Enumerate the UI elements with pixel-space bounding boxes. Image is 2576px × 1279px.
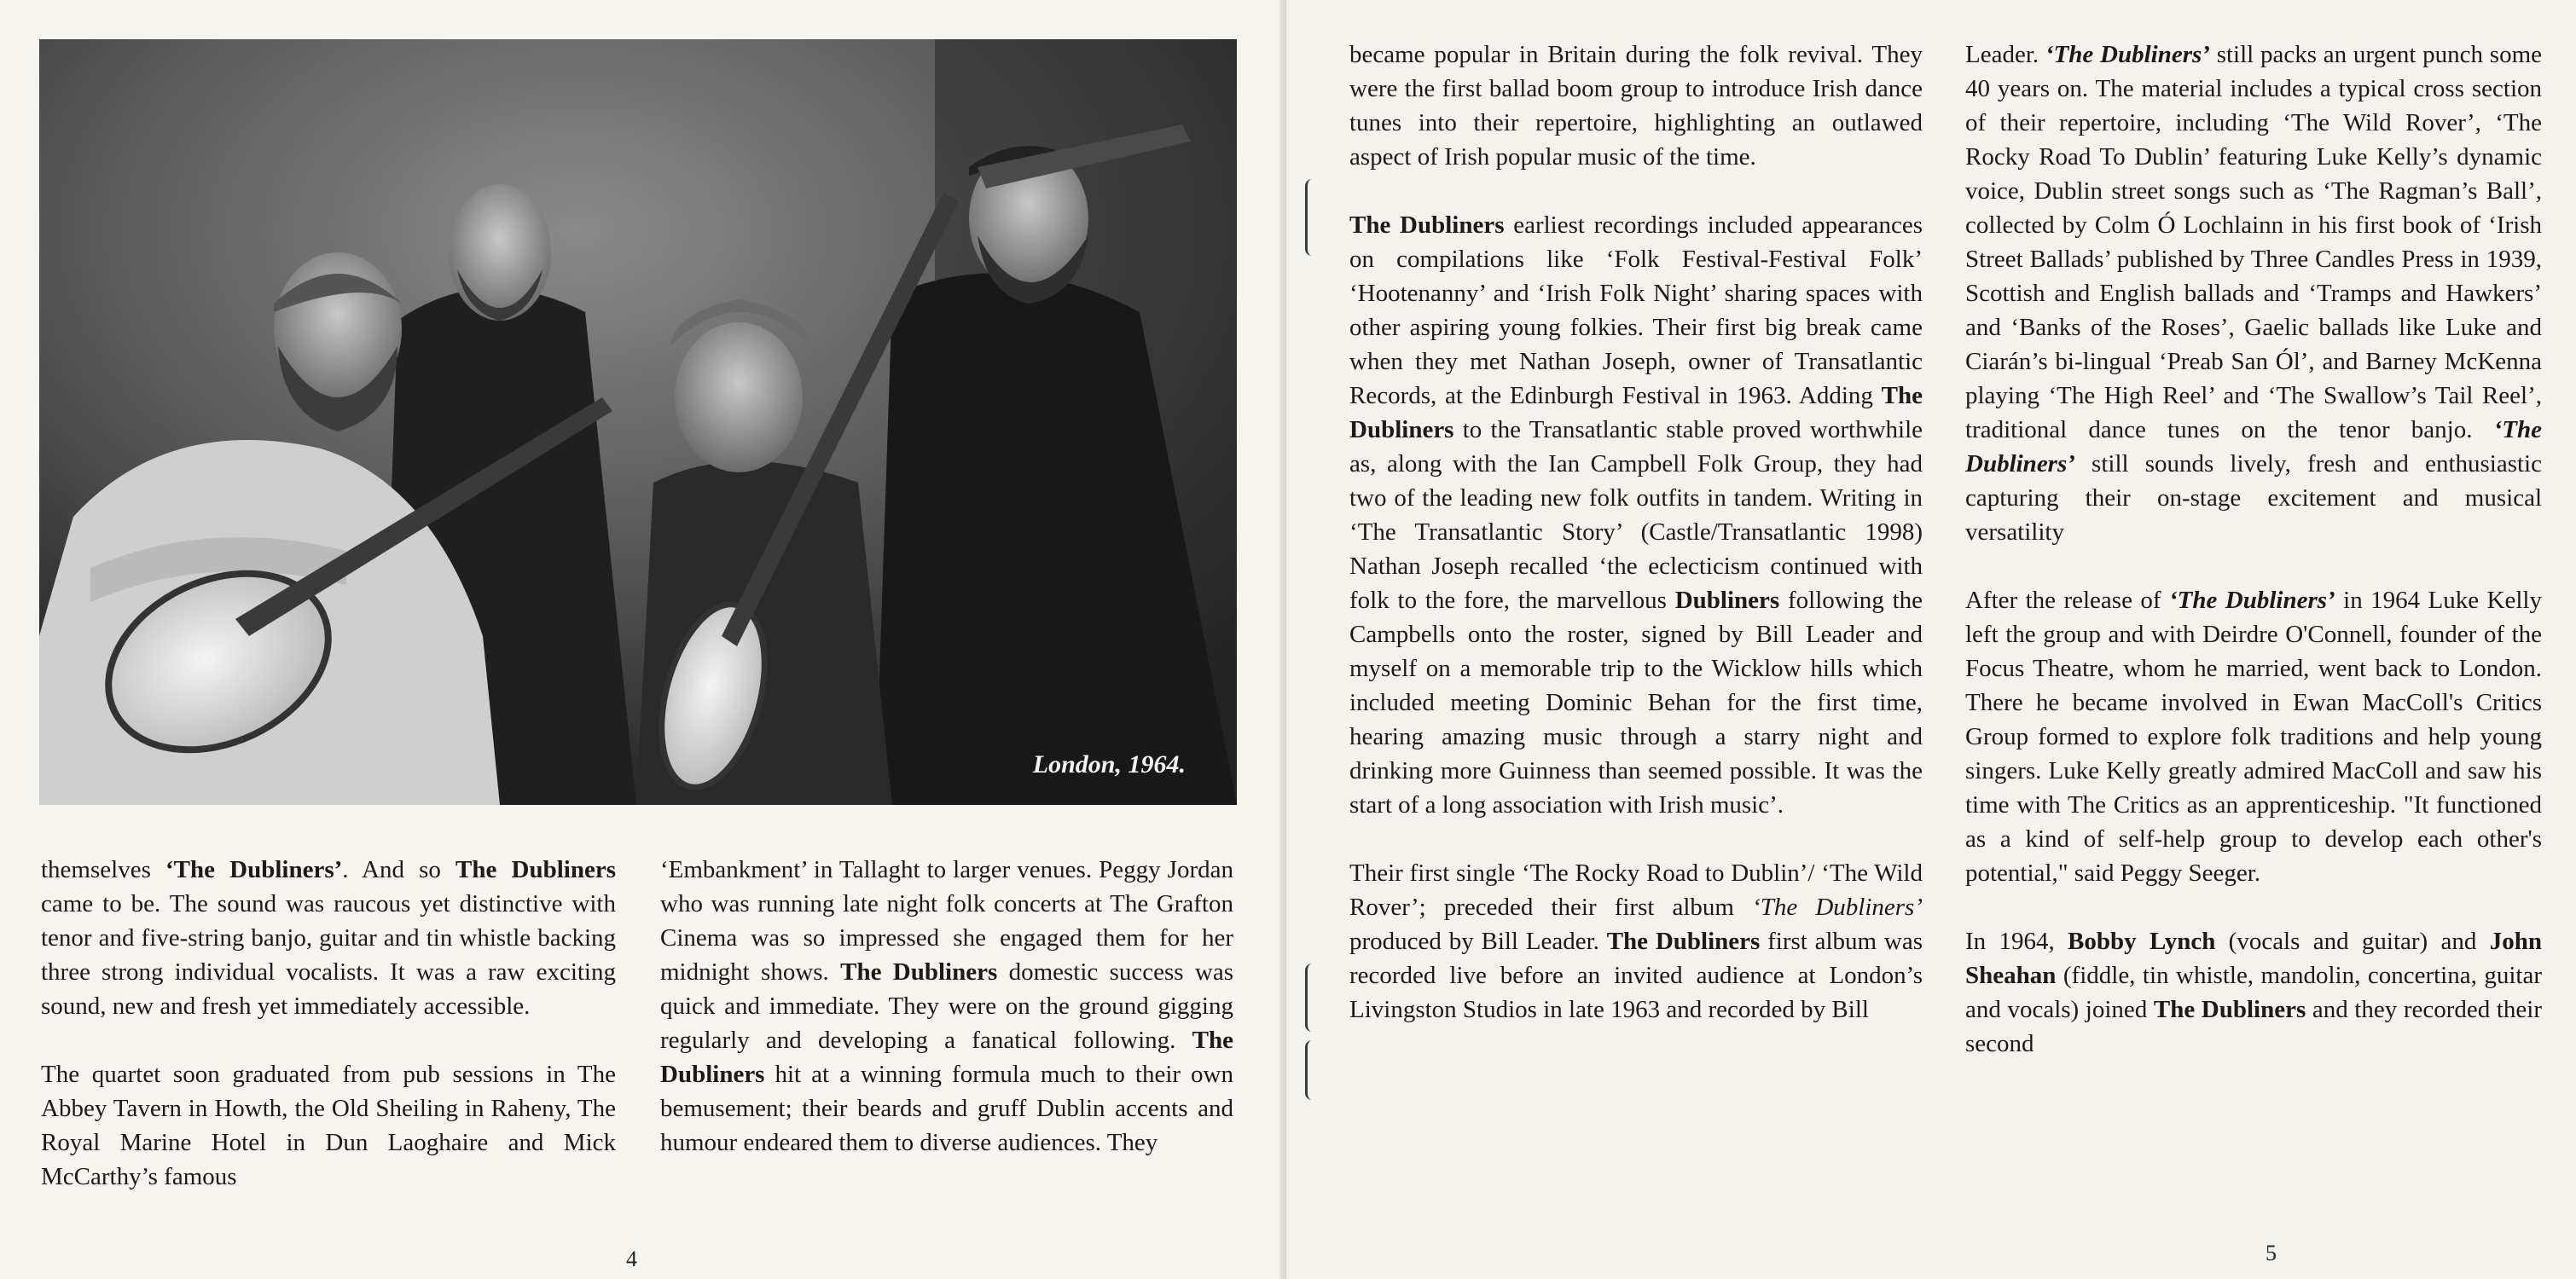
- text-run: Leader.: [1965, 41, 2045, 68]
- text-run: ‘Embankment’ in Tallaght to larger venues. Peggy Jordan who was running late night folk concerts at The Grafton Cinema was so impressed she engaged them for her midnight shows.: [660, 856, 1233, 986]
- right-column-2: [1965, 38, 2542, 1061]
- emphasis-text: The Dubliners: [1606, 928, 1761, 955]
- left-column-2: [660, 853, 1233, 1160]
- paragraph: [1349, 38, 1923, 174]
- paragraph: [1349, 856, 1923, 1027]
- text-run: became popular in Britain during the folk revival. They were the first ballad boom group to introduce Irish dance tunes into their repertoire, highlighting an outlawed aspect of Irish popular music of the time.: [1349, 41, 1923, 171]
- paragraph: [41, 1057, 616, 1194]
- text-run: still sounds lively, fresh and enthusiastic capturing their on-stage excitement and musical versatility: [1965, 450, 2542, 546]
- right-column-1: [1349, 38, 1923, 1027]
- text-run: produced by Bill Leader.: [1349, 928, 1607, 955]
- emphasis-text: ‘The Dubliners’: [165, 856, 343, 883]
- right-page: [1286, 0, 2576, 1279]
- text-run: earliest recordings included appearances on compilations like ‘Folk Festival-Festival Folk’ ‘Hootenanny’ and ‘Irish Folk Night’ sharing spaces with other aspiring young folkies. Their first big break came when they met Nathan Joseph, owner of Transatlantic Records, at the Edinburgh Festival in 1963. Adding: [1349, 211, 1923, 409]
- emphasis-text: The Dubliners: [1349, 211, 1505, 239]
- bracket-mark: [1305, 1040, 1320, 1100]
- emphasis-text: Dubliners: [1674, 587, 1780, 614]
- text-run: Their first single ‘The Rocky Road to Dublin’/ ‘The Wild Rover’; preceded their first album: [1349, 859, 1923, 921]
- photo-caption: London, 1964.: [1032, 750, 1186, 778]
- text-run: still packs an urgent punch some 40 years on. The material includes a typical cross section of their repertoire, including ‘The Wild Rover’, ‘The Rocky Road To Dublin’ featuring Luke Kelly’s dynamic voice, Dublin street songs such as ‘The Ragman’s Ball’, collected by Colm Ó Lochlainn in his first book of ‘Irish Street Ballads’ published by Three Candles Press in 1939, Scottish and English ballads and ‘Tramps and Hawkers’ and ‘Banks of the Roses’, Gaelic ballads like Luke and Ciarán’s bi-lingual ‘Preab San Ól’, and Barney McKenna playing ‘The High Reel’ and ‘The Swallow’s Tail Reel’, traditional dance tunes on the tenor banjo.: [1965, 41, 2542, 443]
- emphasis-text: ‘The Dubliners’: [2168, 587, 2335, 614]
- left-page: [0, 0, 1286, 1279]
- paragraph: [1965, 924, 2542, 1061]
- text-run: came to be. The sound was raucous yet distinctive with tenor and five-string banjo, guitar and tin whistle backing three strong individual vocalists. It was a raw exciting sound, new and fresh yet immediately accessible.: [41, 890, 616, 1020]
- emphasis-text: ‘The Dubliners’: [2045, 41, 2210, 68]
- paragraph: [41, 853, 616, 1023]
- paragraph: [1965, 38, 2542, 549]
- emphasis-text: The Dubliners: [2153, 996, 2306, 1023]
- emphasis-text: The Dubliners: [1349, 382, 1923, 443]
- bracket-mark: [1305, 179, 1320, 256]
- left-column-1: [41, 853, 616, 1194]
- text-run: and they recorded their second: [1965, 996, 2542, 1057]
- text-run: hit at a winning formula much to their own bemusement; their beards and gruff Dublin accents and humour endeared them to diverse audiences. They: [660, 1061, 1233, 1156]
- emphasis-text: The Dubliners: [660, 1027, 1233, 1088]
- paragraph: [1349, 208, 1923, 822]
- emphasis-text: John Sheahan: [1965, 928, 2542, 989]
- band-photo-image: [39, 39, 1237, 805]
- text-run: themselves: [41, 856, 165, 883]
- text-run: . And so: [342, 856, 456, 883]
- text-run: The quartet soon graduated from pub sessions in The Abbey Tavern in Howth, the Old Sheiling in Raheny, The Royal Marine Hotel in Dun Laoghaire and Mick McCarthy’s famous: [41, 1061, 616, 1190]
- bracket-mark: [1305, 964, 1320, 1032]
- emphasis-text: ‘The Dubliners’: [1752, 894, 1923, 921]
- text-run: first album was recorded live before an invited audience at London’s Livingston Studios in late 1963 and recorded by Bill: [1349, 928, 1923, 1023]
- page-number-right: 5: [2266, 1241, 2277, 1265]
- paragraph: [660, 853, 1233, 1160]
- text-run: After the release of: [1965, 587, 2169, 614]
- text-run: following the Campbells onto the roster, signed by Bill Leader and myself on a memorable trip to the Wicklow hills which included meeting Dominic Behan for the first time, hearing amazing music through a starry night and drinking more Guinness than seemed possible. It was the start of a long association with Irish music’.: [1349, 587, 1923, 819]
- text-run: (fiddle, tin whistle, mandolin, concertina, guitar and vocals) joined: [1965, 962, 2542, 1023]
- page-number-left: 4: [626, 1247, 637, 1271]
- paragraph: [1965, 583, 2542, 890]
- band-photo: [39, 39, 1237, 805]
- emphasis-text: Bobby Lynch: [2068, 928, 2216, 955]
- emphasis-text: ‘The Dubliners’: [1965, 416, 2542, 477]
- emphasis-text: The Dubliners: [840, 958, 998, 986]
- text-run: In 1964,: [1965, 928, 2068, 955]
- text-run: to the Transatlantic stable proved worthwhile as, along with the Ian Campbell Folk Group, they had two of the leading new folk outfits in tandem. Writing in ‘The Transatlantic Story’ (Castle/Transatlantic 1998) Nathan Joseph recalled ‘the eclecticism continued with folk to the fore, the marvellous: [1349, 416, 1923, 614]
- emphasis-text: The Dubliners: [455, 856, 616, 883]
- text-run: domestic success was quick and immediate. They were on the ground gigging regularly and developing a fanatical following.: [660, 958, 1233, 1054]
- text-run: in 1964 Luke Kelly left the group and with Deirdre O'Connell, founder of the Focus Theatre, whom he married, went back to London. There he became involved in Ewan MacColl's Critics Group formed to explore folk traditions and help young singers. Luke Kelly greatly admired MacColl and saw his time with The Critics as an apprenticeship. "It functioned as a kind of self-help group to develop each other's potential," said Peggy Seeger.: [1965, 587, 2542, 887]
- text-run: (vocals and guitar) and: [2215, 928, 2490, 955]
